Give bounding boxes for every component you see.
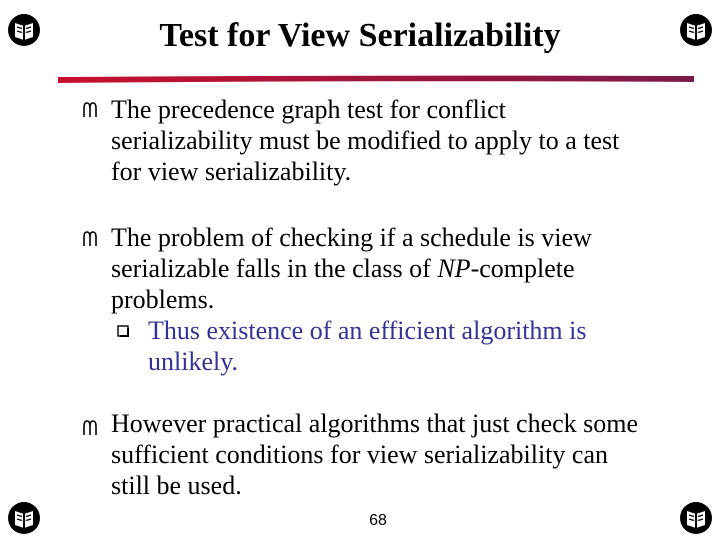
np-emphasis: NP — [437, 254, 471, 283]
loop-bullet-icon — [83, 102, 97, 118]
sub-bullet — [148, 315, 587, 377]
bullet-3-line: still be used. — [111, 471, 242, 500]
sub-bullet-line: Thus existence of an efficient algorithm is — [148, 316, 587, 345]
box-bullet-icon — [117, 325, 129, 337]
bullet-2-line: The problem of checking if a schedule is view — [111, 223, 592, 252]
loop-bullet-icon — [83, 231, 97, 247]
bullet-3-line: sufficient conditions for view serializability can — [111, 440, 608, 469]
sub-bullet-line: unlikely. — [148, 347, 239, 376]
page-number: 68 — [369, 512, 387, 529]
loop-bullet-icon — [83, 420, 97, 436]
title-underline — [58, 75, 694, 85]
bullet-2-line: problems. — [111, 285, 215, 314]
slide-title: Test for View Serializability — [159, 17, 561, 54]
bottom-right-logo-icon — [678, 500, 714, 536]
bullet-1-line: serializability must be modified to apply to a test — [111, 126, 620, 155]
bullet-2-text: serializable falls in the class of — [111, 254, 438, 283]
bullet-3-line: However practical algorithms that just check some — [111, 409, 639, 438]
bullet-2 — [111, 222, 592, 315]
bottom-left-logo-icon — [6, 500, 42, 536]
bullet-1-line: for view serializability. — [111, 157, 352, 186]
bullet-3 — [111, 408, 638, 501]
bullet-1-line: The precedence graph test for conflict — [111, 95, 506, 124]
bullet-1 — [111, 94, 619, 187]
bullet-2-line — [111, 253, 592, 284]
bullet-2-text: -complete — [470, 254, 575, 283]
